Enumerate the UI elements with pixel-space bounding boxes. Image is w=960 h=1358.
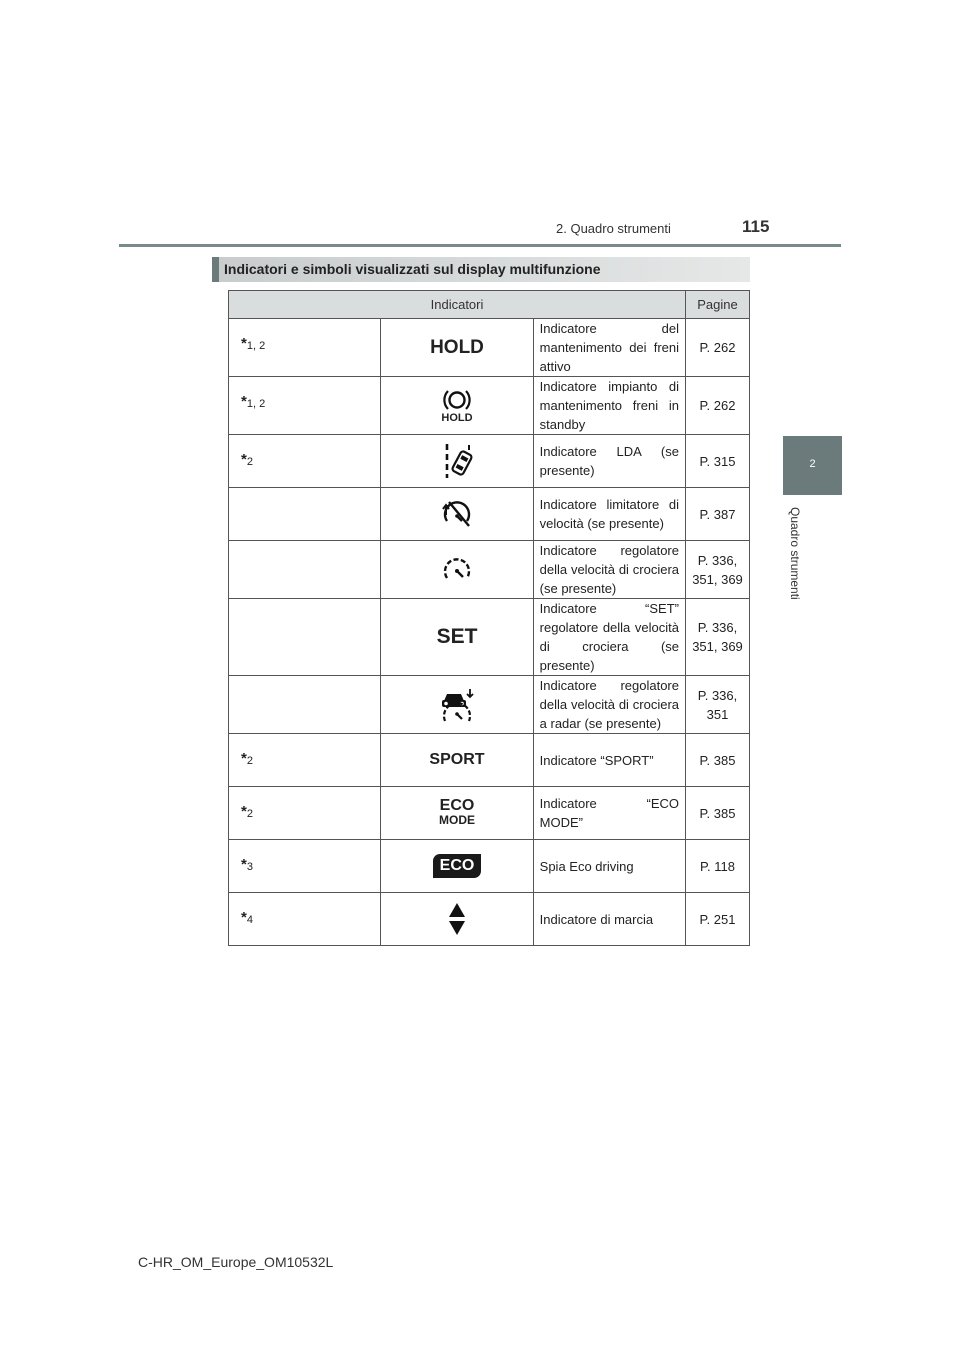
indicator-description: Indicatore “ECO MODE” xyxy=(533,787,685,840)
section-title: Indicatori e simboli visualizzati sul display multifunzione xyxy=(224,261,601,277)
footnote-star: * xyxy=(241,750,247,767)
column-header-indicators: Indicatori xyxy=(229,291,686,319)
page-reference: P. 336, 351 xyxy=(686,676,750,734)
indicator-description: Spia Eco driving xyxy=(533,840,685,893)
chapter-tab xyxy=(783,436,842,495)
chapter-tab-number: 2 xyxy=(809,458,816,470)
table-header-row xyxy=(229,291,750,319)
footnote-cell xyxy=(229,676,381,734)
page-number: 115 xyxy=(742,217,770,236)
footnote-cell xyxy=(229,541,381,599)
table-row xyxy=(229,734,750,787)
footnote-star: * xyxy=(241,856,247,873)
indicator-description: Indicatore “SPORT” xyxy=(533,734,685,787)
sport-text-icon: SPORT xyxy=(381,734,533,787)
section-title-bar xyxy=(212,257,750,282)
footnote-ref: 2 xyxy=(246,755,253,767)
running-header-section: 2. Quadro strumenti xyxy=(556,221,671,236)
set-text-icon: SET xyxy=(381,599,533,676)
table-row xyxy=(229,676,750,734)
indicator-description: Indicatore regolatore della velocità di crociera a radar (se presente) xyxy=(533,676,685,734)
footnote-star: * xyxy=(241,909,247,926)
footnote-cell xyxy=(229,840,381,893)
chapter-tab-label: Quadro strumenti xyxy=(788,507,802,600)
footnote-star: * xyxy=(241,335,247,352)
table-row xyxy=(229,787,750,840)
footnote-cell xyxy=(229,893,381,946)
header-divider xyxy=(119,244,841,247)
document-footer-code: C-HR_OM_Europe_OM10532L xyxy=(138,1254,334,1270)
table-row xyxy=(229,319,750,377)
footnote-cell xyxy=(229,488,381,541)
indicator-description: Indicatore del mantenimento dei freni attivo xyxy=(533,319,685,377)
shift-indicator-icon xyxy=(381,893,533,946)
table-row xyxy=(229,541,750,599)
footnote-star: * xyxy=(241,803,247,820)
indicator-description: Indicatore “SET” regolatore della velocità di crociera (se presente) xyxy=(533,599,685,676)
cruise-control-icon xyxy=(381,541,533,599)
footnote-ref: 1, 2 xyxy=(246,340,266,352)
radar-cruise-control-icon xyxy=(381,676,533,734)
page-reference: P. 262 xyxy=(686,377,750,435)
eco-mode-text-icon: ECO MODE xyxy=(381,787,533,840)
speed-limiter-icon xyxy=(381,488,533,541)
page-reference: P. 315 xyxy=(686,435,750,488)
page-reference: P. 385 xyxy=(686,787,750,840)
footnote-ref: 1, 2 xyxy=(246,398,266,410)
footnote-star: * xyxy=(241,451,247,468)
section-title-accent xyxy=(212,257,219,282)
footnote-cell xyxy=(229,599,381,676)
page-reference: P. 118 xyxy=(686,840,750,893)
brake-hold-standby-icon: HOLD xyxy=(381,377,533,435)
footnote-star: * xyxy=(241,393,247,410)
footnote-cell xyxy=(229,787,381,840)
table-row xyxy=(229,488,750,541)
page-reference: P. 336, 351, 369 xyxy=(686,541,750,599)
footnote-ref: 4 xyxy=(246,914,253,926)
indicator-description: Indicatore regolatore della velocità di crociera (se presente) xyxy=(533,541,685,599)
table-row xyxy=(229,599,750,676)
table-row xyxy=(229,435,750,488)
table-row xyxy=(229,893,750,946)
indicator-description: Indicatore LDA (se presente) xyxy=(533,435,685,488)
indicator-description: Indicatore di marcia xyxy=(533,893,685,946)
lane-departure-alert-icon xyxy=(381,435,533,488)
page-reference: P. 251 xyxy=(686,893,750,946)
footnote-cell xyxy=(229,319,381,377)
footnote-cell xyxy=(229,435,381,488)
indicators-table xyxy=(228,290,750,946)
footnote-cell xyxy=(229,734,381,787)
page-reference: P. 385 xyxy=(686,734,750,787)
indicator-description: Indicatore limitatore di velocità (se presente) xyxy=(533,488,685,541)
indicator-description: Indicatore impianto di mantenimento freni in standby xyxy=(533,377,685,435)
page-reference: P. 387 xyxy=(686,488,750,541)
hold-text-icon: HOLD xyxy=(381,319,533,377)
footnote-ref: 3 xyxy=(246,861,253,873)
page-reference: P. 262 xyxy=(686,319,750,377)
page-reference: P. 336, 351, 369 xyxy=(686,599,750,676)
table-row xyxy=(229,840,750,893)
column-header-pages: Pagine xyxy=(686,291,750,319)
footnote-ref: 2 xyxy=(246,456,253,468)
table-row xyxy=(229,377,750,435)
eco-driving-icon: ECO xyxy=(381,840,533,893)
footnote-cell xyxy=(229,377,381,435)
footnote-ref: 2 xyxy=(246,808,253,820)
